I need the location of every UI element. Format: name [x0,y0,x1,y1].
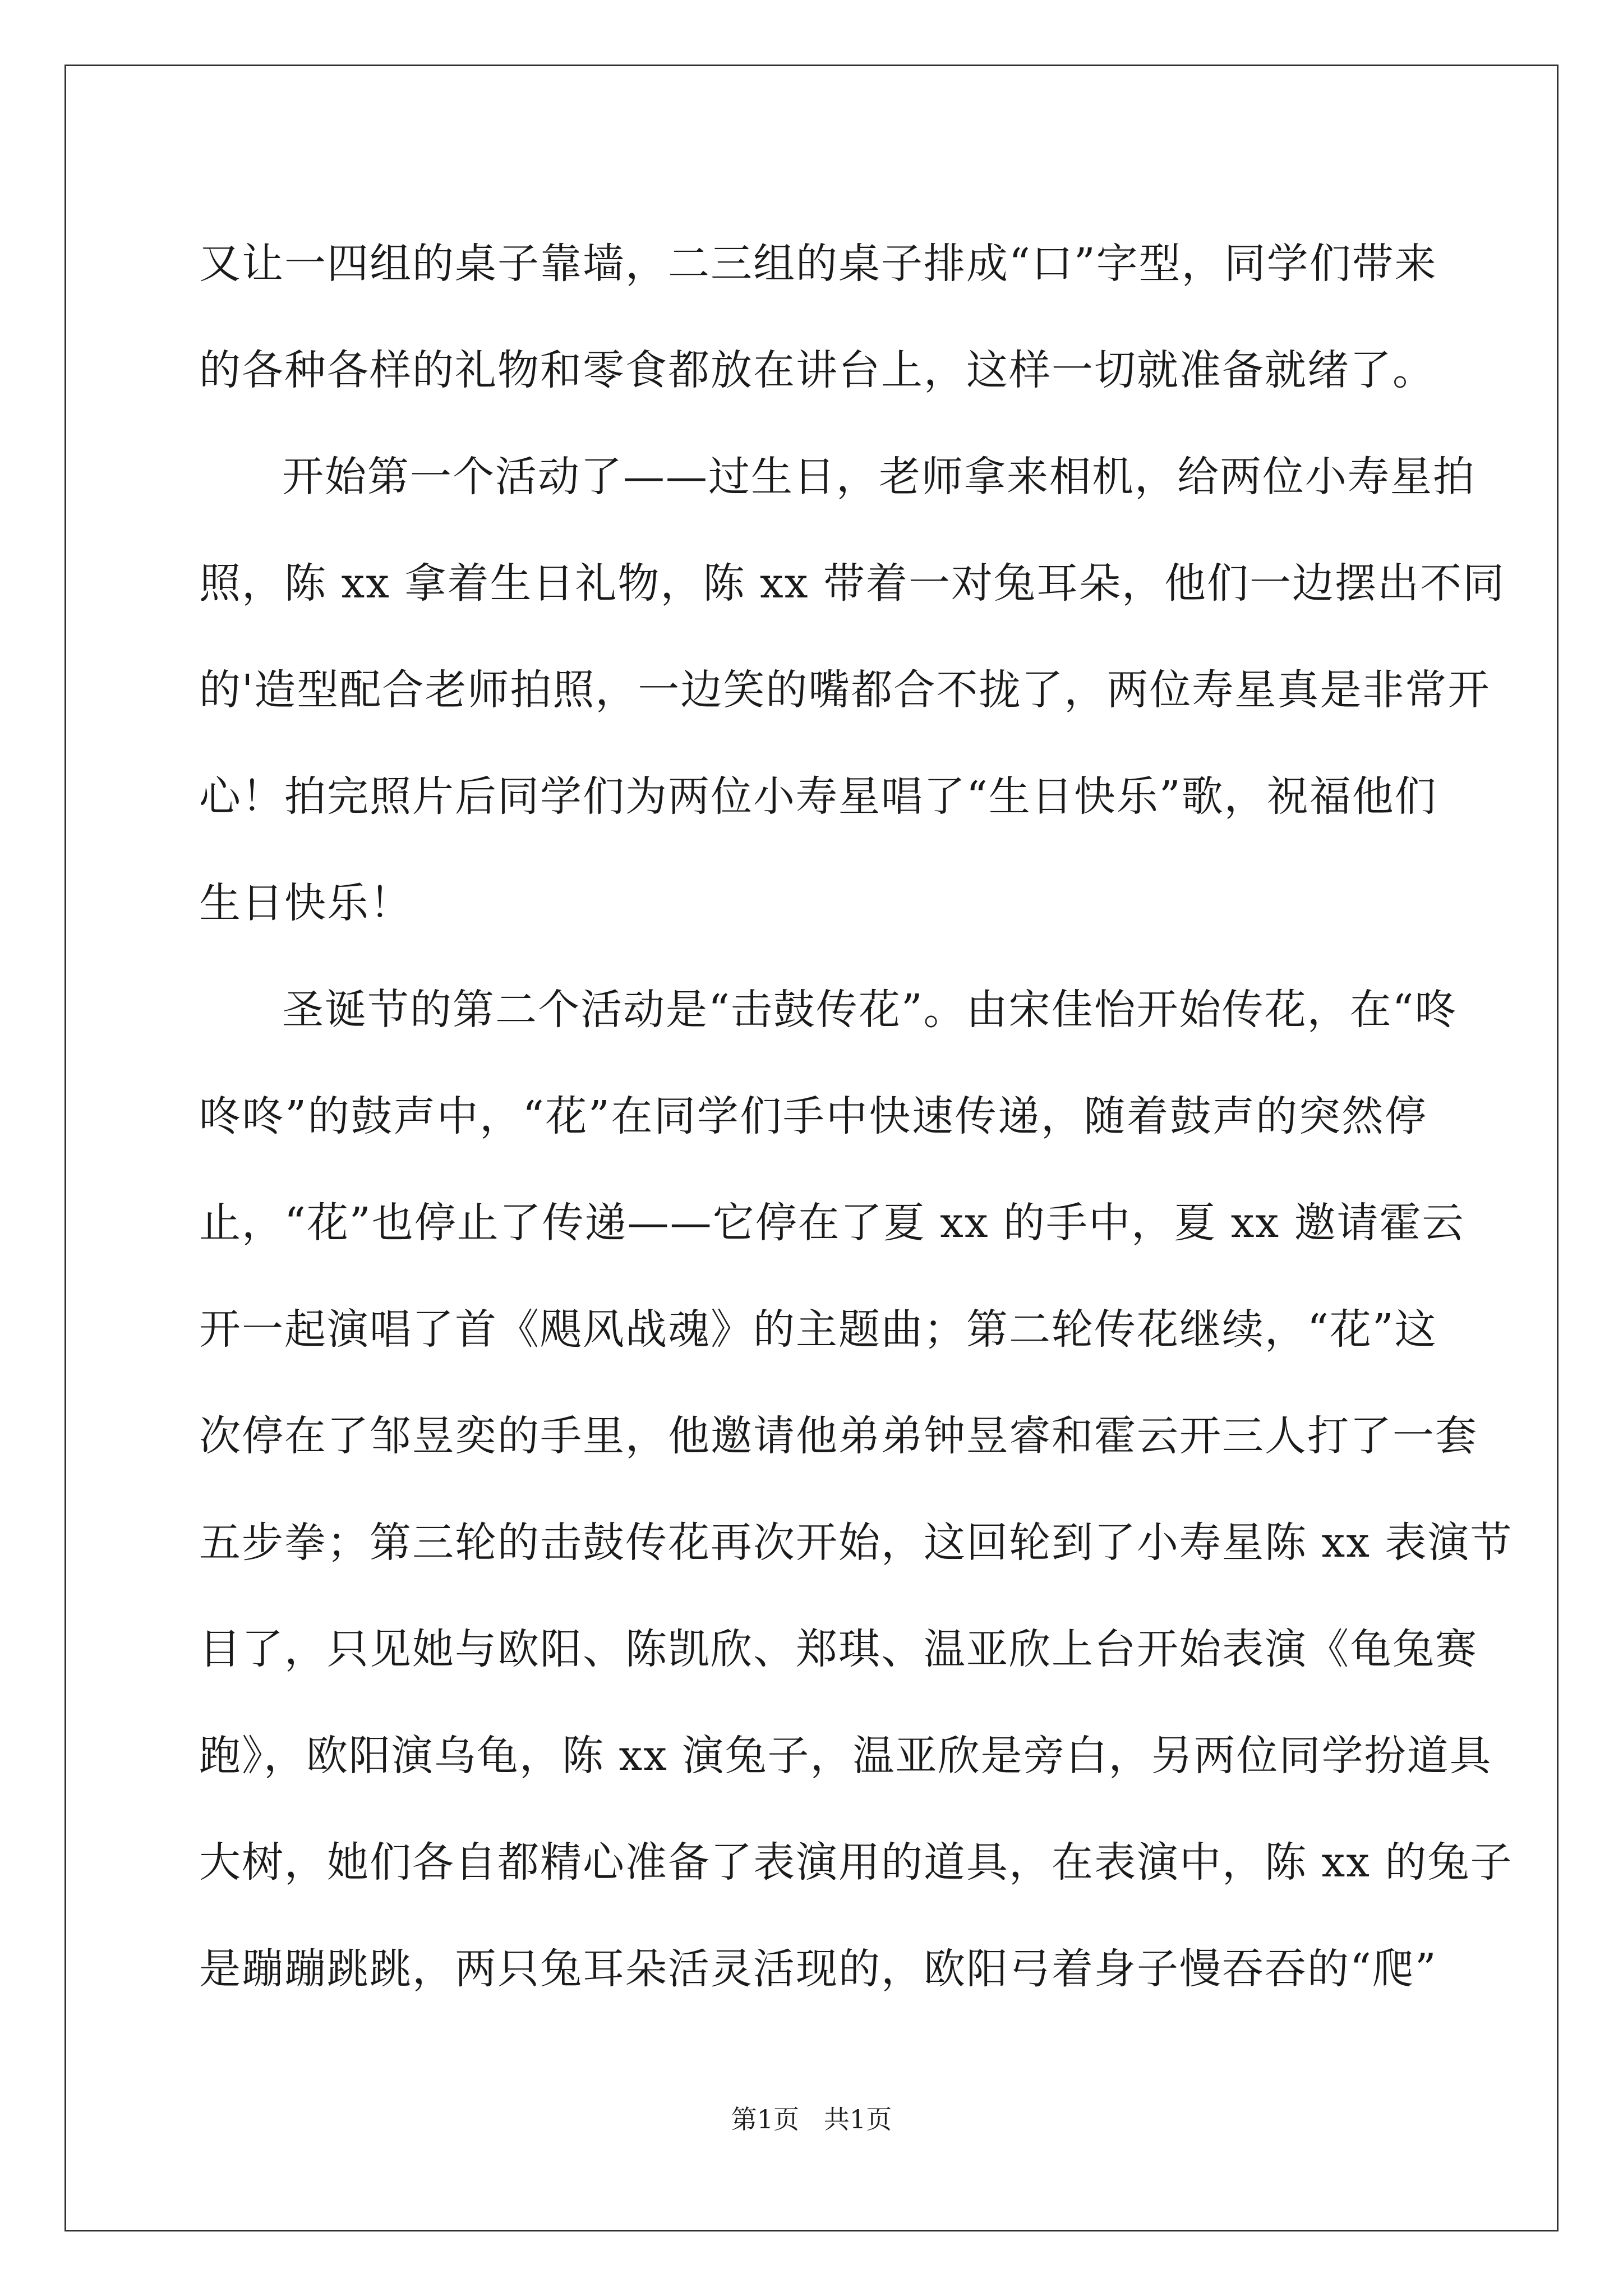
text-line: 的'造型配合老师拍照，一边笑的嘴都合不拢了，两位寿星真是非常开 [199,666,1491,714]
text-line: 开一起演唱了首《飓风战魂》的主题曲；第二轮传花继续，“花”这 [199,1305,1437,1354]
text-line: 目了，只见她与欧阳、陈凯欣、郑琪、温亚欣上台开始表演《龟兔赛 [199,1625,1478,1673]
document-body [199,210,1513,2022]
text-line: 止，“花”也停止了传递——它停在了夏 xx 的手中，夏 xx 邀请霍云 [199,1199,1465,1247]
page-footer: 第1页 共1页 [731,2104,892,2134]
text-line: 生日快乐！ [199,879,412,927]
text-line: 的各种各样的礼物和零食都放在讲台上，这样一切就准备就绪了。 [199,346,1435,394]
text-line: 跑》，欧阳演乌龟，陈 xx 演兔子，温亚欣是旁白，另两位同学扮道具 [199,1732,1492,1780]
text-line: 咚咚”的鼓声中，“花”在同学们手中快速传递，随着鼓声的突然停 [199,1092,1427,1140]
text-line: 心！拍完照片后同学们为两位小寿星唱了“生日快乐”歌，祝福他们 [199,772,1437,821]
text-line: 五步拳；第三轮的击鼓传花再次开始，这回轮到了小寿星陈 xx 表演节 [199,1519,1513,1567]
text-line: 照，陈 xx 拿着生日礼物，陈 xx 带着一对兔耳朵，他们一边摆出不同 [199,559,1506,608]
text-line: 次停在了邹昱奕的手里，他邀请他弟弟钟昱睿和霍云开三人打了一套 [199,1412,1478,1460]
text-line: 开始第一个活动了——过生日，老师拿来相机，给两位小寿星拍 [282,453,1476,501]
text-line: 是蹦蹦跳跳，两只兔耳朵活灵活现的，欧阳弓着身子慢吞吞的“爬” [199,1945,1437,1993]
text-line: 大树，她们各自都精心准备了表演用的道具，在表演中，陈 xx 的兔子 [199,1838,1513,1887]
text-line: 圣诞节的第二个活动是“击鼓传花”。由宋佳怡开始传花，在“咚 [282,986,1458,1034]
text-line: 又让一四组的桌子靠墙，二三组的桌子排成“口”字型，同学们带来 [199,240,1437,288]
